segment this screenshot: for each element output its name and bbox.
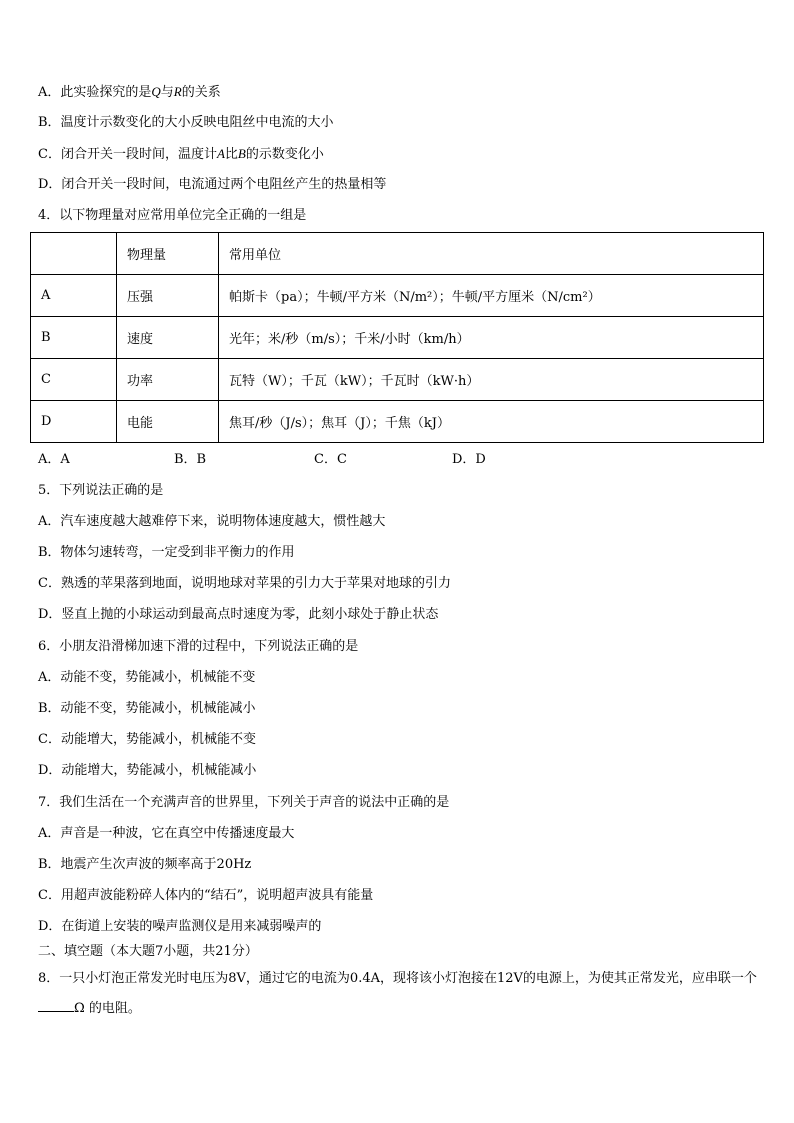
table-cell: 速度 xyxy=(117,317,219,359)
q3-option-a-text: A．此实验探究的是 xyxy=(38,85,152,100)
table-cell: 焦耳/秒（J/s）；焦耳（J）；千焦（kJ） xyxy=(219,401,764,443)
table-cell: A xyxy=(31,275,117,317)
q6-stem: 6．小朋友沿滑梯加速下滑的过程中，下列说法正确的是 xyxy=(38,639,359,654)
section-heading: 二、填空题（本大题7小题，共21分） xyxy=(38,944,258,959)
q3-option-c xyxy=(38,146,324,163)
table-cell: 压强 xyxy=(117,275,219,317)
table-header-quantity: 物理量 xyxy=(117,233,219,275)
q7-stem: 7．我们生活在一个充满声音的世界里，下列关于声音的说法中正确的是 xyxy=(38,795,450,810)
q4-choice-d: D．D xyxy=(452,452,486,467)
var-a: A xyxy=(216,146,225,161)
q5-option-b: B．物体匀速转弯，一定受到非平衡力的作用 xyxy=(38,545,295,560)
var-b: B xyxy=(237,146,246,161)
q8-text xyxy=(38,964,760,1024)
q5-option-a: A．汽车速度越大越难停下来，说明物体速度越大，惯性越大 xyxy=(38,514,386,529)
table-row xyxy=(31,401,764,443)
q7-option-a: A．声音是一种波，它在真空中传播速度最大 xyxy=(38,826,295,841)
q4-stem: 4．以下物理量对应常用单位完全正确的一组是 xyxy=(38,208,307,223)
q5-stem: 5．下列说法正确的是 xyxy=(38,483,164,498)
q3-option-a-text: 与 xyxy=(160,85,174,100)
table-cell: 功率 xyxy=(117,359,219,401)
q7-option-d: D．在街道上安装的噪声监测仪是用来减弱噪声的 xyxy=(38,919,322,934)
table-cell: D xyxy=(31,401,117,443)
q8-text-before: 8．一只小灯泡正常发光时电压为8V，通过它的电流为0.4A，现将该小灯泡接在12V的电源上，为使其正常发光，应串联一个 xyxy=(38,971,757,986)
q4-choices xyxy=(38,452,486,468)
answer-blank[interactable] xyxy=(38,999,74,1012)
q3-option-d: D．闭合开关一段时间，电流通过两个电阻丝产生的热量相等 xyxy=(38,177,387,192)
table-row xyxy=(31,275,764,317)
var-r: R xyxy=(173,84,182,99)
table-cell: 帕斯卡（pa）；牛顿/平方米（N/m²）；牛顿/平方厘米（N/cm²） xyxy=(219,275,764,317)
q3-option-a-text: 的关系 xyxy=(181,85,221,100)
q6-option-c: C．动能增大，势能减小，机械能不变 xyxy=(38,732,256,747)
q3-option-c-text: C．闭合开关一段时间，温度计 xyxy=(38,147,217,162)
q6-option-d: D．动能增大，势能减小，机械能减小 xyxy=(38,763,257,778)
q6-option-b: B．动能不变，势能减小，机械能减小 xyxy=(38,701,256,716)
q4-choice-a: A．A xyxy=(38,452,70,467)
table-cell: B xyxy=(31,317,117,359)
q4-units-table xyxy=(30,232,764,443)
q5-option-c: C．熟透的苹果落到地面，说明地球对苹果的引力大于苹果对地球的引力 xyxy=(38,576,451,591)
var-q: Q xyxy=(151,84,161,99)
table-row xyxy=(31,359,764,401)
q3-option-c-text: 比 xyxy=(224,147,238,162)
table-row xyxy=(31,317,764,359)
table-cell: 光年；米/秒（m/s）；千米/小时（km/h） xyxy=(219,317,764,359)
table-cell xyxy=(31,233,117,275)
table-header-row xyxy=(31,233,764,275)
q4-choice-c: C．C xyxy=(314,452,347,467)
q4-choice-b: B．B xyxy=(174,452,207,467)
table-cell: 瓦特（W）；千瓦（kW）；千瓦时（kW·h） xyxy=(219,359,764,401)
q5-option-d: D．竖直上抛的小球运动到最高点时速度为零，此刻小球处于静止状态 xyxy=(38,607,439,622)
q3-option-c-text: 的示数变化小 xyxy=(245,147,324,162)
q3-option-b: B．温度计示数变化的大小反映电阻丝中电流的大小 xyxy=(38,115,334,130)
table-cell: C xyxy=(31,359,117,401)
q8-text-after: Ω 的电阻。 xyxy=(74,1001,141,1016)
q3-option-a xyxy=(38,84,221,101)
table-cell: 电能 xyxy=(117,401,219,443)
q7-option-b: B．地震产生次声波的频率高于20Hz xyxy=(38,857,252,872)
q7-option-c: C．用超声波能粉碎人体内的“结石”，说明超声波具有能量 xyxy=(38,888,374,903)
table-header-units: 常用单位 xyxy=(219,233,764,275)
q6-option-a: A．动能不变，势能减小，机械能不变 xyxy=(38,670,256,685)
